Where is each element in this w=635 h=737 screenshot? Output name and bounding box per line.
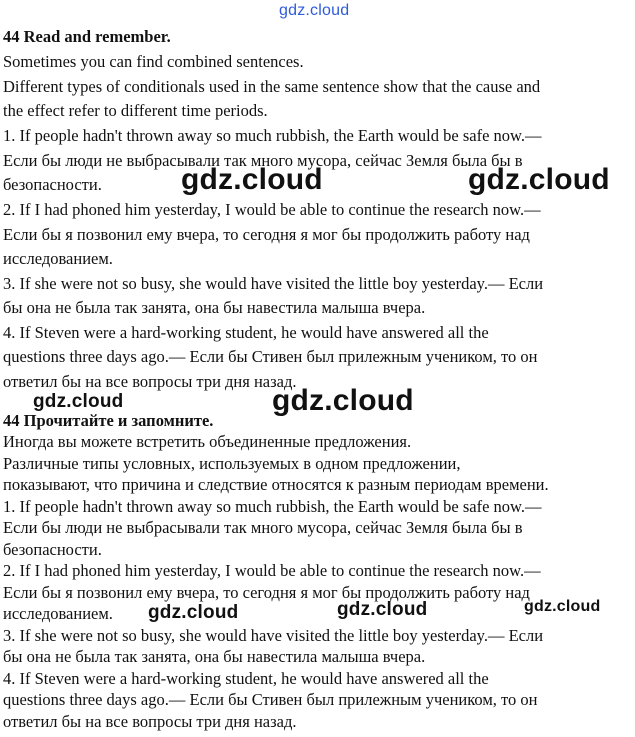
watermark: gdz.cloud [181, 163, 323, 196]
example-1-line-1: 1. If people hadn't thrown away so much rubbish, the Earth would be safe now.— [3, 126, 542, 145]
explanation-line-2-ru: показывают, что причина и следствие относятся к разным периодам времени. [3, 475, 549, 494]
intro-text-english: Sometimes you can find combined sentences. [3, 52, 304, 71]
watermark-top: gdz.cloud [279, 2, 350, 19]
intro-text-russian: Иногда вы можете встретить объединенные предложения. [3, 432, 412, 451]
watermark: gdz.cloud [33, 391, 124, 412]
explanation-line-1: Different types of conditionals used in the same sentence show that the cause and [3, 77, 541, 96]
example-4-line-2: questions three days ago.— Если бы Стивен был прилежным учеником, то он [3, 347, 538, 366]
example-1-line-2: Если бы люди не выбрасывали так много мусора, сейчас Земля была бы в [3, 151, 523, 170]
watermark: gdz.cloud [468, 163, 610, 196]
explanation-line-1-ru: Различные типы условных, используемых в одном предложении, [3, 454, 461, 473]
example-4-line-3: ответил бы на все вопросы три дня назад. [3, 372, 297, 391]
example-1-line-2-ru: Если бы люди не выбрасывали так много мусора, сейчас Земля была бы в [3, 518, 523, 537]
watermark: gdz.cloud [272, 384, 414, 417]
explanation-line-2: the effect refer to different time periods. [3, 101, 268, 120]
watermark: gdz.cloud [148, 602, 239, 623]
example-2-line-2: Если бы я позвонил ему вчера, то сегодня я мог бы продолжить работу над [3, 225, 530, 244]
example-2-line-1: 2. If I had phoned him yesterday, I would be able to continue the research now.— [3, 200, 541, 219]
watermark: gdz.cloud [337, 599, 428, 620]
example-2-line-2-ru: Если бы я позвонил ему вчера, то сегодня я мог бы продолжить работу над [3, 583, 530, 602]
example-2-line-3: исследованием. [3, 249, 113, 268]
example-4-line-1: 4. If Steven were a hard-working student, he would have answered all the [3, 323, 489, 342]
section-heading-english: 44 Read and remember. [3, 27, 171, 46]
example-1-line-3: безопасности. [3, 175, 102, 194]
example-1-line-3-ru: безопасности. [3, 540, 102, 559]
example-3-line-1: 3. If she were not so busy, she would have visited the little boy yesterday.— Если [3, 274, 544, 293]
example-2-line-1-ru: 2. If I had phoned him yesterday, I would be able to continue the research now.— [3, 561, 541, 580]
example-3-line-2-ru: бы она не была так занята, она бы навестила малыша вчера. [3, 647, 426, 666]
example-3-line-1-ru: 3. If she were not so busy, she would have visited the little boy yesterday.— Если [3, 626, 544, 645]
example-4-line-3-ru: ответил бы на все вопросы три дня назад. [3, 712, 297, 731]
example-4-line-1-ru: 4. If Steven were a hard-working student, he would have answered all the [3, 669, 489, 688]
example-1-line-1-ru: 1. If people hadn't thrown away so much rubbish, the Earth would be safe now.— [3, 497, 542, 516]
example-2-line-3-ru: исследованием. [3, 604, 113, 623]
example-3-line-2: бы она не была так занята, она бы навестила малыша вчера. [3, 298, 426, 317]
section-heading-russian: 44 Прочитайте и запомните. [3, 411, 214, 430]
watermark: gdz.cloud [524, 598, 601, 615]
example-4-line-2-ru: questions three days ago.— Если бы Стивен был прилежным учеником, то он [3, 690, 538, 709]
